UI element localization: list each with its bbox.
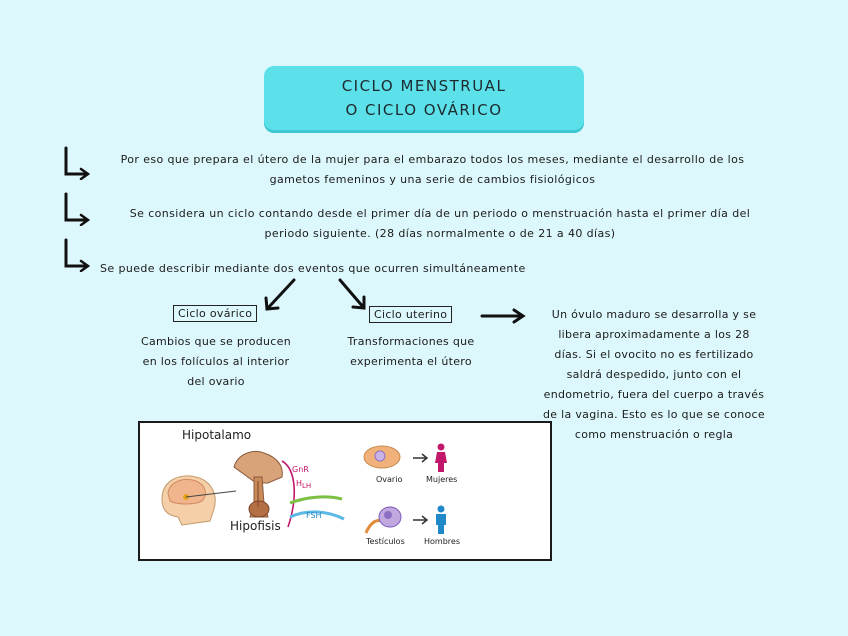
ovary-icon — [362, 443, 402, 471]
bracket-arrow-icon — [62, 238, 92, 272]
bracket-arrow-icon — [62, 192, 92, 226]
ovarian-cycle-desc — [130, 332, 302, 392]
menstruation-line: endometrio, fuera del cuerpo a través — [543, 388, 765, 401]
testes-label: Testículos — [366, 537, 405, 546]
uterine-desc-line: Transformaciones que — [347, 335, 475, 348]
lh-label — [296, 479, 311, 490]
title-line-2: O CICLO OVÁRICO — [345, 101, 503, 119]
ovarian-desc-line: Cambios que se producen — [141, 335, 291, 348]
point-1-line-1: Por eso que prepara el útero de la mujer para el embarazo todos los meses, mediante el desarrollo de los — [120, 153, 745, 166]
women-label: Mujeres — [426, 475, 458, 484]
uterine-cycle-label: Ciclo uterino — [369, 306, 452, 323]
bracket-arrow-icon — [62, 146, 92, 180]
point-2 — [105, 204, 775, 244]
point-2-line-1: Se considera un ciclo contando desde el primer día de un periodo o menstruación hasta el primer día del — [129, 207, 751, 220]
uterine-desc-line: experimenta el útero — [350, 355, 472, 368]
woman-icon — [434, 443, 448, 473]
ovarian-desc-line: en los folículos al interior — [142, 355, 290, 368]
hormone-arcs — [280, 457, 350, 537]
man-icon — [434, 505, 448, 535]
hypothalamus-label: Hipotalamo — [182, 428, 252, 442]
lh-label-h: H — [296, 479, 303, 488]
point-1 — [105, 150, 760, 190]
menstruation-line: saldrá despedido, junto con el — [566, 368, 742, 381]
point-3-line-1: Se puede describir mediante dos eventos que ocurren simultáneamente — [100, 262, 526, 275]
menstruation-line: de la vagina. Esto es lo que se conoce — [543, 408, 765, 421]
menstruation-line: días. Si el ovocito no es fertilizado — [554, 348, 754, 361]
arrow-icon — [412, 453, 430, 463]
testis-icon — [362, 503, 406, 537]
ovarian-desc-line: del ovario — [187, 375, 245, 388]
title-box — [264, 66, 584, 130]
lh-label-sub: LH — [302, 482, 312, 490]
hormone-figure — [138, 421, 552, 561]
menstruation-desc — [534, 305, 774, 445]
menstruation-line: Un óvulo maduro se desarrolla y se — [551, 308, 757, 321]
men-label: Hombres — [424, 537, 460, 546]
ovary-label: Ovario — [376, 475, 403, 484]
menstruation-line: libera aproximadamente a los 28 — [558, 328, 750, 341]
point-2-line-2: periodo siguiente. (28 días normalmente o de 21 a 40 días) — [264, 227, 616, 240]
pituitary-label: Hipofisis — [230, 519, 281, 533]
ovarian-cycle-label: Ciclo ovárico — [173, 305, 257, 322]
right-arrow-icon — [480, 306, 528, 326]
head-brain-icon — [152, 469, 222, 529]
point-1-line-2: gametos femeninos y una serie de cambios fisiológicos — [269, 173, 596, 186]
arrow-icon — [412, 515, 430, 525]
split-arrows-icon — [256, 274, 376, 314]
uterine-cycle-desc — [336, 332, 486, 372]
menstruation-line: como menstruación o regla — [574, 428, 734, 441]
gnrh-label: GnR — [292, 465, 309, 474]
fsh-label: FSH — [306, 511, 322, 520]
title-line-1: CICLO MENSTRUAL — [341, 77, 507, 95]
